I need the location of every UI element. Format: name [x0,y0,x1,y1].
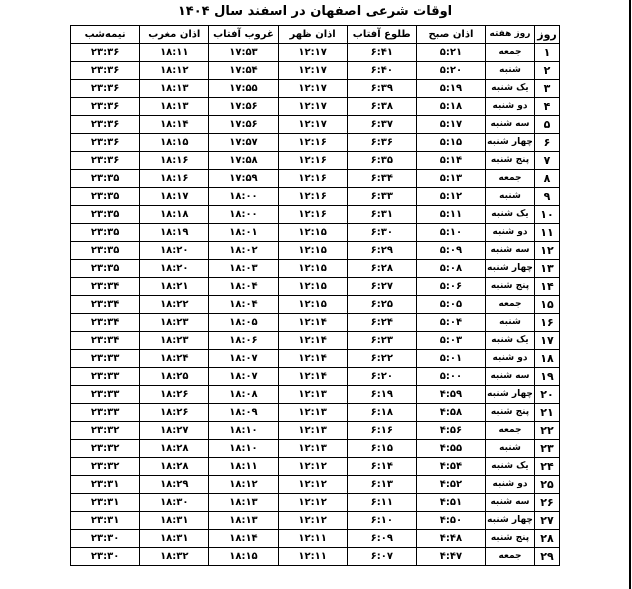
dhuhr-cell: ۱۲:۱۶ [278,152,347,170]
sunset-cell: ۱۸:۰۰ [209,206,278,224]
fajr-cell: ۴:۴۷ [416,548,485,566]
fajr-cell: ۴:۵۹ [416,386,485,404]
weekday-cell: یک شنبه [486,332,535,350]
fajr-cell: ۵:۱۰ [416,224,485,242]
maghrib-cell: ۱۸:۱۶ [140,152,209,170]
day-cell: ۲۱ [535,404,560,422]
day-cell: ۲ [535,62,560,80]
sunset-cell: ۱۷:۵۸ [209,152,278,170]
table-row [71,296,560,314]
weekday-cell: جمعه [486,422,535,440]
dhuhr-cell: ۱۲:۱۵ [278,278,347,296]
midnight-cell: ۲۳:۳۱ [71,494,140,512]
sunset-cell: ۱۷:۵۹ [209,170,278,188]
dhuhr-cell: ۱۲:۱۴ [278,350,347,368]
fajr-cell: ۵:۱۵ [416,134,485,152]
midnight-cell: ۲۳:۳۵ [71,224,140,242]
sunrise-cell: ۶:۴۱ [347,44,416,62]
midnight-cell: ۲۳:۳۱ [71,512,140,530]
sunset-cell: ۱۷:۵۶ [209,98,278,116]
table-row [71,62,560,80]
table-row [71,44,560,62]
fajr-cell: ۵:۱۱ [416,206,485,224]
day-cell: ۱ [535,44,560,62]
sunrise-cell: ۶:۱۵ [347,440,416,458]
day-cell: ۷ [535,152,560,170]
day-cell: ۴ [535,98,560,116]
sunrise-cell: ۶:۲۵ [347,296,416,314]
sunset-cell: ۱۷:۵۵ [209,80,278,98]
fajr-cell: ۵:۱۹ [416,80,485,98]
dhuhr-cell: ۱۲:۱۳ [278,440,347,458]
fajr-cell: ۴:۵۰ [416,512,485,530]
weekday-cell: دو شنبه [486,476,535,494]
dhuhr-cell: ۱۲:۱۳ [278,386,347,404]
maghrib-cell: ۱۸:۲۷ [140,422,209,440]
table-row [71,134,560,152]
maghrib-cell: ۱۸:۱۶ [140,170,209,188]
weekday-cell: سه شنبه [486,242,535,260]
table-row [71,368,560,386]
maghrib-cell: ۱۸:۱۴ [140,116,209,134]
header-midnight: نیمه‌شب [71,26,140,44]
weekday-cell: شنبه [486,314,535,332]
day-cell: ۱۱ [535,224,560,242]
table-row [71,530,560,548]
maghrib-cell: ۱۸:۲۱ [140,278,209,296]
weekday-cell: یک شنبه [486,206,535,224]
sunrise-cell: ۶:۱۰ [347,512,416,530]
sunrise-cell: ۶:۲۷ [347,278,416,296]
day-cell: ۲۹ [535,548,560,566]
midnight-cell: ۲۳:۳۳ [71,368,140,386]
dhuhr-cell: ۱۲:۱۵ [278,260,347,278]
sunrise-cell: ۶:۲۸ [347,260,416,278]
maghrib-cell: ۱۸:۱۳ [140,80,209,98]
midnight-cell: ۲۳:۳۲ [71,458,140,476]
sunrise-cell: ۶:۱۶ [347,422,416,440]
table-row [71,116,560,134]
weekday-cell: پنج شنبه [486,278,535,296]
sunset-cell: ۱۸:۰۳ [209,260,278,278]
sunset-cell: ۱۸:۱۱ [209,458,278,476]
day-cell: ۲۵ [535,476,560,494]
sunrise-cell: ۶:۱۴ [347,458,416,476]
midnight-cell: ۲۳:۳۶ [71,62,140,80]
dhuhr-cell: ۱۲:۱۲ [278,458,347,476]
day-cell: ۲۲ [535,422,560,440]
dhuhr-cell: ۱۲:۱۲ [278,494,347,512]
table-row [71,188,560,206]
weekday-cell: چهار شنبه [486,386,535,404]
dhuhr-cell: ۱۲:۱۷ [278,116,347,134]
fajr-cell: ۵:۲۰ [416,62,485,80]
day-cell: ۱۰ [535,206,560,224]
fajr-cell: ۴:۵۸ [416,404,485,422]
day-cell: ۱۹ [535,368,560,386]
day-cell: ۱۴ [535,278,560,296]
weekday-cell: یک شنبه [486,80,535,98]
dhuhr-cell: ۱۲:۱۶ [278,134,347,152]
midnight-cell: ۲۳:۳۰ [71,548,140,566]
weekday-cell: شنبه [486,440,535,458]
maghrib-cell: ۱۸:۲۸ [140,458,209,476]
dhuhr-cell: ۱۲:۱۷ [278,44,347,62]
dhuhr-cell: ۱۲:۱۲ [278,476,347,494]
sunrise-cell: ۶:۳۶ [347,134,416,152]
day-cell: ۶ [535,134,560,152]
day-cell: ۲۰ [535,386,560,404]
sunset-cell: ۱۸:۱۴ [209,530,278,548]
maghrib-cell: ۱۸:۲۵ [140,368,209,386]
sunset-cell: ۱۸:۱۵ [209,548,278,566]
sunrise-cell: ۶:۲۰ [347,368,416,386]
sunrise-cell: ۶:۲۴ [347,314,416,332]
maghrib-cell: ۱۸:۲۳ [140,332,209,350]
sunrise-cell: ۶:۱۱ [347,494,416,512]
weekday-cell: دو شنبه [486,350,535,368]
midnight-cell: ۲۳:۳۴ [71,332,140,350]
midnight-cell: ۲۳:۳۴ [71,278,140,296]
fajr-cell: ۵:۲۱ [416,44,485,62]
sunset-cell: ۱۸:۰۲ [209,242,278,260]
midnight-cell: ۲۳:۳۱ [71,476,140,494]
day-cell: ۲۴ [535,458,560,476]
maghrib-cell: ۱۸:۲۳ [140,314,209,332]
day-cell: ۱۵ [535,296,560,314]
header-fajr: اذان صبح [416,26,485,44]
sunrise-cell: ۶:۴۰ [347,62,416,80]
header-day: روز [535,26,560,44]
weekday-cell: سه شنبه [486,368,535,386]
maghrib-cell: ۱۸:۲۰ [140,242,209,260]
midnight-cell: ۲۳:۳۵ [71,170,140,188]
header-sunset: غروب آفتاب [209,26,278,44]
sunrise-cell: ۶:۱۳ [347,476,416,494]
fajr-cell: ۴:۵۶ [416,422,485,440]
table-row [71,494,560,512]
dhuhr-cell: ۱۲:۱۱ [278,530,347,548]
weekday-cell: سه شنبه [486,116,535,134]
sunrise-cell: ۶:۳۵ [347,152,416,170]
dhuhr-cell: ۱۲:۱۷ [278,62,347,80]
table-row [71,80,560,98]
midnight-cell: ۲۳:۳۶ [71,116,140,134]
header-maghrib: اذان مغرب [140,26,209,44]
table-row [71,206,560,224]
dhuhr-cell: ۱۲:۱۳ [278,422,347,440]
weekday-cell: چهار شنبه [486,512,535,530]
day-cell: ۲۳ [535,440,560,458]
fajr-cell: ۵:۰۱ [416,350,485,368]
sunset-cell: ۱۸:۱۰ [209,422,278,440]
fajr-cell: ۵:۰۸ [416,260,485,278]
sunrise-cell: ۶:۲۳ [347,332,416,350]
midnight-cell: ۲۳:۳۴ [71,314,140,332]
sunset-cell: ۱۷:۵۶ [209,116,278,134]
sunset-cell: ۱۸:۰۴ [209,278,278,296]
table-row [71,458,560,476]
day-cell: ۲۸ [535,530,560,548]
maghrib-cell: ۱۸:۲۶ [140,386,209,404]
weekday-cell: چهار شنبه [486,134,535,152]
fajr-cell: ۵:۰۳ [416,332,485,350]
weekday-cell: پنج شنبه [486,404,535,422]
sunrise-cell: ۶:۳۷ [347,116,416,134]
table-body [71,44,560,566]
dhuhr-cell: ۱۲:۱۶ [278,170,347,188]
sunrise-cell: ۶:۳۹ [347,80,416,98]
sunset-cell: ۱۸:۱۳ [209,494,278,512]
prayer-times-table [70,25,560,566]
weekday-cell: دو شنبه [486,98,535,116]
sunset-cell: ۱۸:۰۷ [209,350,278,368]
dhuhr-cell: ۱۲:۱۴ [278,314,347,332]
table-row [71,278,560,296]
day-cell: ۳ [535,80,560,98]
fajr-cell: ۵:۱۳ [416,170,485,188]
fajr-cell: ۵:۰۰ [416,368,485,386]
maghrib-cell: ۱۸:۳۱ [140,530,209,548]
table-row [71,386,560,404]
maghrib-cell: ۱۸:۱۳ [140,98,209,116]
fajr-cell: ۴:۵۱ [416,494,485,512]
fajr-cell: ۵:۰۵ [416,296,485,314]
page-title: اوقات شرعی اصفهان در اسفند سال ۱۴۰۴ [177,4,453,19]
sunset-cell: ۱۸:۰۵ [209,314,278,332]
sunrise-cell: ۶:۲۹ [347,242,416,260]
sunrise-cell: ۶:۳۳ [347,188,416,206]
sunrise-cell: ۶:۰۷ [347,548,416,566]
sunset-cell: ۱۸:۰۶ [209,332,278,350]
midnight-cell: ۲۳:۳۶ [71,80,140,98]
table-row [71,404,560,422]
midnight-cell: ۲۳:۳۲ [71,422,140,440]
day-cell: ۹ [535,188,560,206]
fajr-cell: ۵:۰۴ [416,314,485,332]
dhuhr-cell: ۱۲:۱۶ [278,188,347,206]
table-header-row [71,26,560,44]
day-cell: ۱۶ [535,314,560,332]
day-cell: ۲۷ [535,512,560,530]
weekday-cell: پنج شنبه [486,530,535,548]
day-cell: ۸ [535,170,560,188]
table-row [71,98,560,116]
header-dhuhr: اذان ظهر [278,26,347,44]
table-row [71,350,560,368]
day-cell: ۲۶ [535,494,560,512]
midnight-cell: ۲۳:۳۵ [71,188,140,206]
dhuhr-cell: ۱۲:۱۵ [278,224,347,242]
midnight-cell: ۲۳:۳۲ [71,440,140,458]
fajr-cell: ۵:۱۸ [416,98,485,116]
sunset-cell: ۱۸:۱۳ [209,512,278,530]
weekday-cell: جمعه [486,170,535,188]
midnight-cell: ۲۳:۳۰ [71,530,140,548]
table-row [71,548,560,566]
maghrib-cell: ۱۸:۲۲ [140,296,209,314]
weekday-cell: جمعه [486,548,535,566]
dhuhr-cell: ۱۲:۱۵ [278,296,347,314]
midnight-cell: ۲۳:۳۵ [71,242,140,260]
sunrise-cell: ۶:۱۸ [347,404,416,422]
maghrib-cell: ۱۸:۲۴ [140,350,209,368]
sunrise-cell: ۶:۳۴ [347,170,416,188]
maghrib-cell: ۱۸:۳۱ [140,512,209,530]
fajr-cell: ۵:۱۴ [416,152,485,170]
sunset-cell: ۱۸:۰۱ [209,224,278,242]
weekday-cell: شنبه [486,62,535,80]
fajr-cell: ۵:۱۷ [416,116,485,134]
midnight-cell: ۲۳:۳۴ [71,296,140,314]
day-cell: ۵ [535,116,560,134]
fajr-cell: ۴:۵۲ [416,476,485,494]
weekday-cell: یک شنبه [486,458,535,476]
table-row [71,440,560,458]
midnight-cell: ۲۳:۳۳ [71,350,140,368]
midnight-cell: ۲۳:۳۳ [71,404,140,422]
sunset-cell: ۱۷:۵۷ [209,134,278,152]
dhuhr-cell: ۱۲:۱۳ [278,404,347,422]
sunrise-cell: ۶:۳۸ [347,98,416,116]
midnight-cell: ۲۳:۳۶ [71,44,140,62]
table-row [71,422,560,440]
dhuhr-cell: ۱۲:۱۷ [278,98,347,116]
maghrib-cell: ۱۸:۲۰ [140,260,209,278]
midnight-cell: ۲۳:۳۳ [71,386,140,404]
dhuhr-cell: ۱۲:۱۴ [278,332,347,350]
day-cell: ۱۸ [535,350,560,368]
table-row [71,476,560,494]
midnight-cell: ۲۳:۳۵ [71,206,140,224]
table-row [71,260,560,278]
weekday-cell: شنبه [486,188,535,206]
maghrib-cell: ۱۸:۲۹ [140,476,209,494]
sunset-cell: ۱۷:۵۴ [209,62,278,80]
maghrib-cell: ۱۸:۱۲ [140,62,209,80]
fajr-cell: ۴:۵۴ [416,458,485,476]
table-row [71,242,560,260]
day-cell: ۱۳ [535,260,560,278]
dhuhr-cell: ۱۲:۱۶ [278,206,347,224]
sunset-cell: ۱۸:۰۸ [209,386,278,404]
dhuhr-cell: ۱۲:۱۴ [278,368,347,386]
dhuhr-cell: ۱۲:۱۱ [278,548,347,566]
maghrib-cell: ۱۸:۲۸ [140,440,209,458]
maghrib-cell: ۱۸:۱۱ [140,44,209,62]
midnight-cell: ۲۳:۳۶ [71,134,140,152]
table-row [71,512,560,530]
sunset-cell: ۱۸:۱۲ [209,476,278,494]
weekday-cell: چهار شنبه [486,260,535,278]
fajr-cell: ۵:۰۹ [416,242,485,260]
maghrib-cell: ۱۸:۱۸ [140,206,209,224]
weekday-cell: پنج شنبه [486,152,535,170]
sunset-cell: ۱۸:۱۰ [209,440,278,458]
maghrib-cell: ۱۸:۱۷ [140,188,209,206]
table-row [71,152,560,170]
sunrise-cell: ۶:۳۱ [347,206,416,224]
fajr-cell: ۵:۱۲ [416,188,485,206]
maghrib-cell: ۱۸:۲۶ [140,404,209,422]
sunset-cell: ۱۸:۰۴ [209,296,278,314]
sunrise-cell: ۶:۱۹ [347,386,416,404]
midnight-cell: ۲۳:۳۶ [71,152,140,170]
dhuhr-cell: ۱۲:۱۲ [278,512,347,530]
weekday-cell: دو شنبه [486,224,535,242]
sunrise-cell: ۶:۰۹ [347,530,416,548]
weekday-cell: جمعه [486,296,535,314]
sunrise-cell: ۶:۲۲ [347,350,416,368]
fajr-cell: ۵:۰۶ [416,278,485,296]
sunrise-cell: ۶:۳۰ [347,224,416,242]
weekday-cell: سه شنبه [486,494,535,512]
weekday-cell: جمعه [486,44,535,62]
sunset-cell: ۱۸:۰۷ [209,368,278,386]
table-row [71,332,560,350]
midnight-cell: ۲۳:۳۵ [71,260,140,278]
fajr-cell: ۴:۴۸ [416,530,485,548]
header-weekday: روز هفته [486,26,535,44]
right-border [629,0,631,589]
sunset-cell: ۱۸:۰۰ [209,188,278,206]
sunset-cell: ۱۷:۵۳ [209,44,278,62]
table-row [71,170,560,188]
table-row [71,314,560,332]
maghrib-cell: ۱۸:۳۰ [140,494,209,512]
day-cell: ۱۲ [535,242,560,260]
day-cell: ۱۷ [535,332,560,350]
midnight-cell: ۲۳:۳۶ [71,98,140,116]
maghrib-cell: ۱۸:۱۹ [140,224,209,242]
maghrib-cell: ۱۸:۳۲ [140,548,209,566]
header-sunrise: طلوع آفتاب [347,26,416,44]
dhuhr-cell: ۱۲:۱۷ [278,80,347,98]
table-row [71,224,560,242]
maghrib-cell: ۱۸:۱۵ [140,134,209,152]
fajr-cell: ۴:۵۵ [416,440,485,458]
dhuhr-cell: ۱۲:۱۵ [278,242,347,260]
sunset-cell: ۱۸:۰۹ [209,404,278,422]
